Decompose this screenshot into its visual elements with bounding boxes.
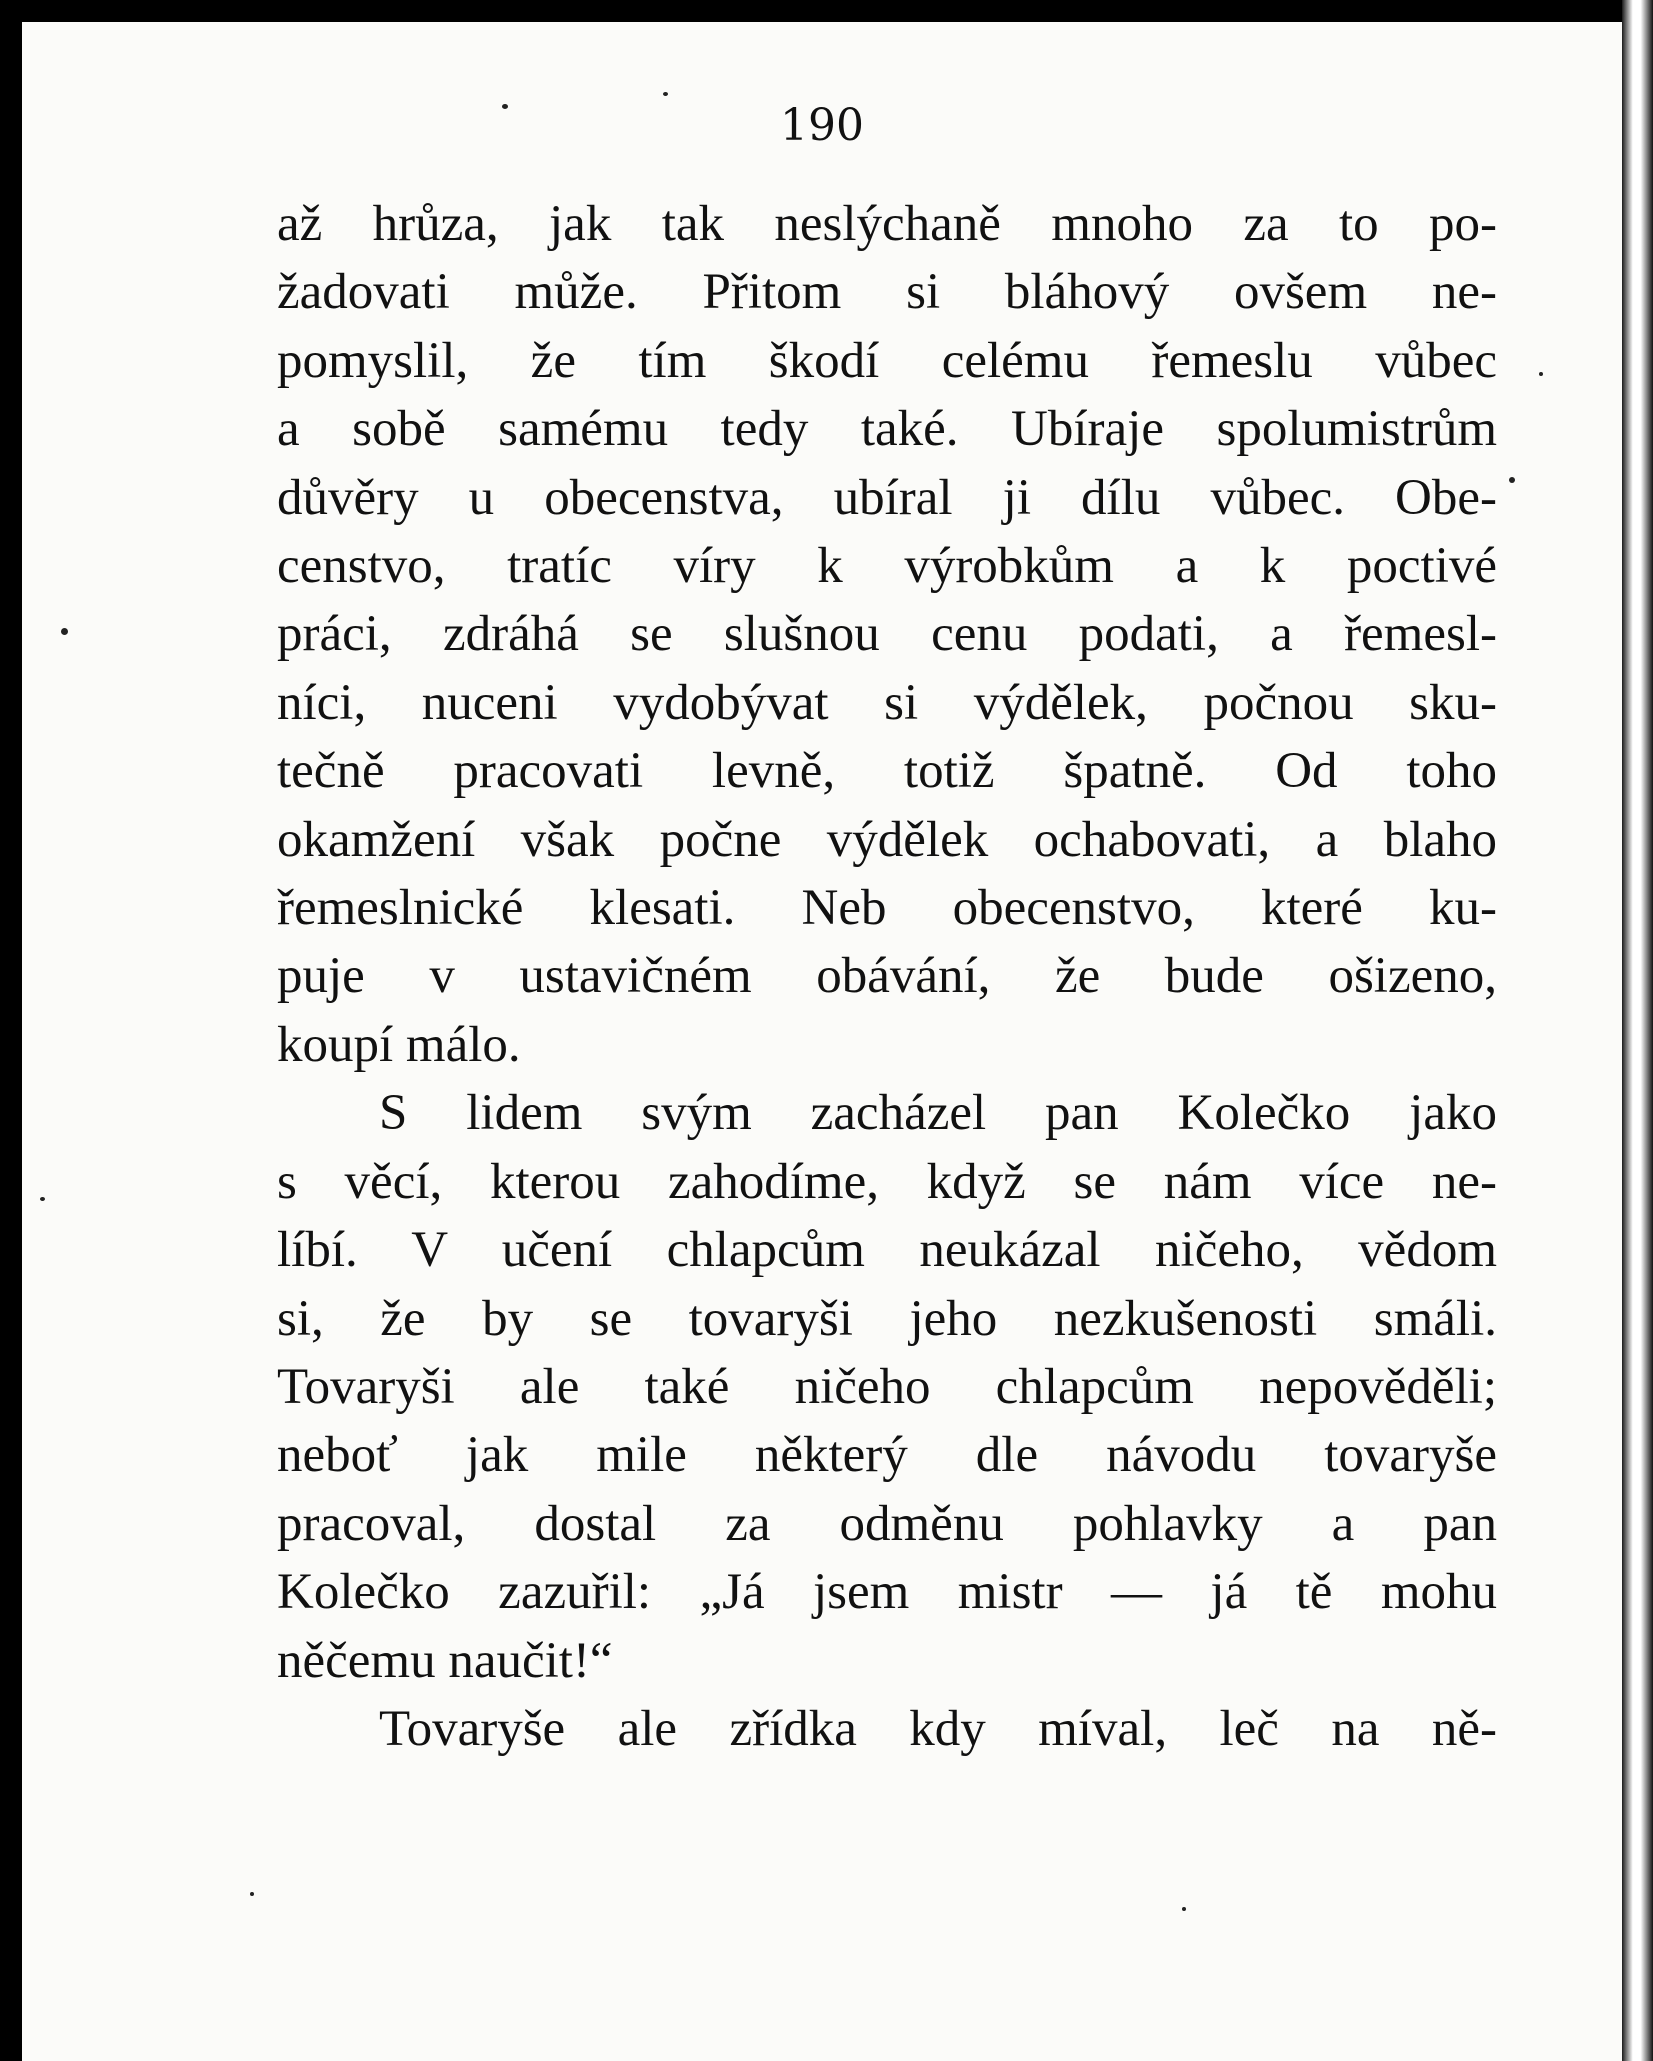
text-line: níci, nuceni vydobývat si výdělek, počnou sku- xyxy=(277,674,1497,731)
text-line: Kolečko zazuřil: „Já jsem mistr — já tě mohu xyxy=(277,1564,1497,1621)
text-line: censtvo, tratíc víry k výrobkům a k poctivé xyxy=(277,538,1497,595)
text-line: puje v ustavičném obávání, že bude ošizeno, xyxy=(277,948,1497,1005)
text-line-paragraph-start: S lidem svým zacházel pan Kolečko jako xyxy=(379,1085,1497,1142)
scan-speck xyxy=(1182,1907,1186,1911)
scan-speck xyxy=(250,1892,254,1896)
scan-speck xyxy=(1539,372,1543,376)
text-line: okamžení však počne výdělek ochabovati, a blaho xyxy=(277,811,1497,868)
text-line: až hrůza, jak tak neslýchaně mnoho za to po- xyxy=(277,196,1497,252)
text-line: líbí. V učení chlapcům neukázal ničeho, vědom xyxy=(277,1222,1497,1279)
scan-speck xyxy=(40,1197,45,1201)
text-line: a sobě samému tedy také. Ubíraje spolumistrům xyxy=(277,401,1497,458)
text-line: s věcí, kterou zahodíme, když se nám více ne- xyxy=(277,1153,1497,1210)
scan-speck xyxy=(61,628,68,635)
text-line: žadovati může. Přitom si bláhový ovšem ne- xyxy=(277,264,1497,321)
book-page xyxy=(22,22,1622,2061)
book-spine-edge xyxy=(1622,0,1653,2061)
scan-speck xyxy=(502,104,508,109)
text-line: důvěry u obecenstva, ubíral ji dílu vůbec. Obe- xyxy=(277,469,1497,526)
scan-speck xyxy=(1509,477,1515,483)
page-number: 190 xyxy=(780,100,864,151)
page-text xyxy=(277,190,1497,1763)
text-line: si, že by se tovaryši jeho nezkušenosti smáli. xyxy=(277,1290,1497,1347)
text-line: něčemu naučit!“ xyxy=(277,1632,613,1689)
text-line: Tovaryši ale také ničeho chlapcům nepověděli; xyxy=(277,1358,1497,1415)
text-line: práci, zdráhá se slušnou cenu podati, a řemesl- xyxy=(277,606,1497,663)
scan-speck xyxy=(663,92,668,96)
text-line-paragraph-start: Tovaryše ale zřídka kdy míval, leč na ně- xyxy=(379,1700,1497,1757)
text-line: řemeslnické klesati. Neb obecenstvo, které ku- xyxy=(277,880,1497,937)
text-line: pracoval, dostal za odměnu pohlavky a pan xyxy=(277,1495,1497,1552)
text-line: pomyslil, že tím škodí celému řemeslu vůbec xyxy=(277,332,1497,389)
text-line: koupí málo. xyxy=(277,1016,521,1073)
text-line: neboť jak mile některý dle návodu tovaryše xyxy=(277,1427,1497,1484)
text-line: tečně pracovati levně, totiž špatně. Od toho xyxy=(277,743,1497,800)
